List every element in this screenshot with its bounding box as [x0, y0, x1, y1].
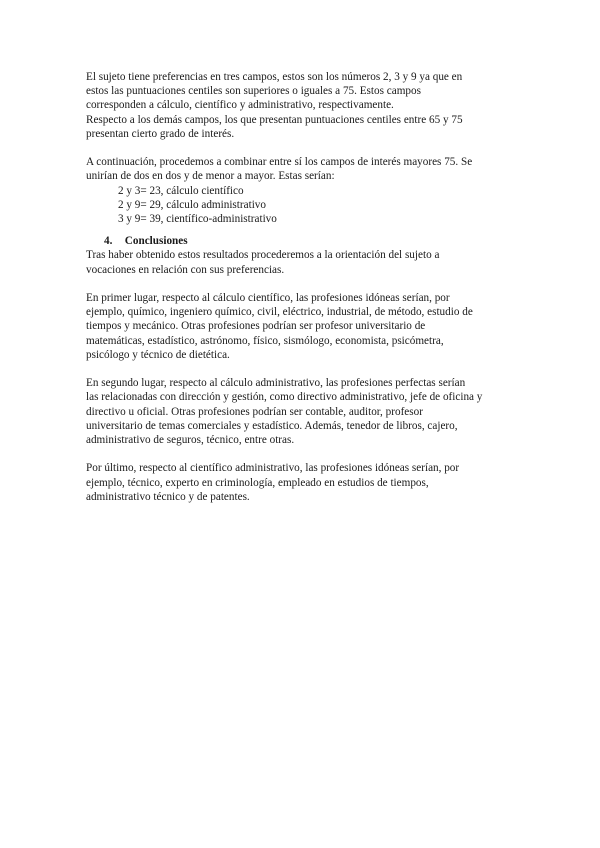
- combination-item: 2 y 3= 23, cálculo científico: [118, 184, 244, 197]
- section-title: Conclusiones: [124, 235, 188, 248]
- section-heading: [86, 234, 522, 248]
- combination-list: [86, 184, 522, 227]
- paragraph-calculo-administrativo: En segundo lugar, respecto al cálculo administrativo, las profesiones perfectas serían las relacionadas con dirección y gestión, como directivo administrativo, jefe de oficina y directivo u oficial. Otras profesiones podrían ser contable, auditor, profesor universitario de temas comerciales y estadístico. Además, tenedor de libros, cajero, administrativo de seguros, técnico, entre otras.: [86, 377, 483, 447]
- paragraph-orientation: Tras haber obtenido estos resultados procederemos a la orientación del sujeto a vocaciones en relación con sus preferencias.: [86, 249, 440, 276]
- document-page: [86, 70, 522, 504]
- spacer: [86, 362, 522, 376]
- spacer: [86, 226, 522, 234]
- combination-item: 3 y 9= 39, científico-administrativo: [118, 213, 277, 226]
- paragraph-preferences: El sujeto tiene preferencias en tres campos, estos son los números 2, 3 y 9 ya que en estos las puntuaciones centiles son superiores o iguales a 75. Estos campos corresponden a cálculo, científico y administrativo, respectivamente. Respecto a los demás campos, los que presentan puntuaciones centiles entre 65 y 75 presentan cierto grado de interés.: [86, 71, 463, 140]
- spacer: [86, 277, 522, 291]
- section-number: 4.: [104, 235, 113, 248]
- spacer: [86, 447, 522, 461]
- paragraph-combination-intro: A continuación, procedemos a combinar entre sí los campos de interés mayores 75. Se unirían de dos en dos y de menor a mayor. Estas serían:: [86, 156, 473, 183]
- paragraph-calculo-cientifico: En primer lugar, respecto al cálculo científico, las profesiones idóneas serían, por ejemplo, químico, ingeniero químico, civil, eléctrico, industrial, de método, estudio de tiempos y mecánico. Otras profesiones podrían ser profesor universitario de matemáticas, estadístico, astrónomo, físico, sismólogo, economista, psicómetra, psicólogo y técnico de dietética.: [86, 292, 473, 361]
- spacer: [86, 141, 522, 155]
- paragraph-cientifico-administrativo: Por último, respecto al científico administrativo, las profesiones idóneas serían, por ejemplo, técnico, experto en criminología, empleado en estudios de tiempos, administrativo técnico y de patentes.: [86, 462, 460, 503]
- combination-item: 2 y 9= 29, cálculo administrativo: [118, 198, 266, 211]
